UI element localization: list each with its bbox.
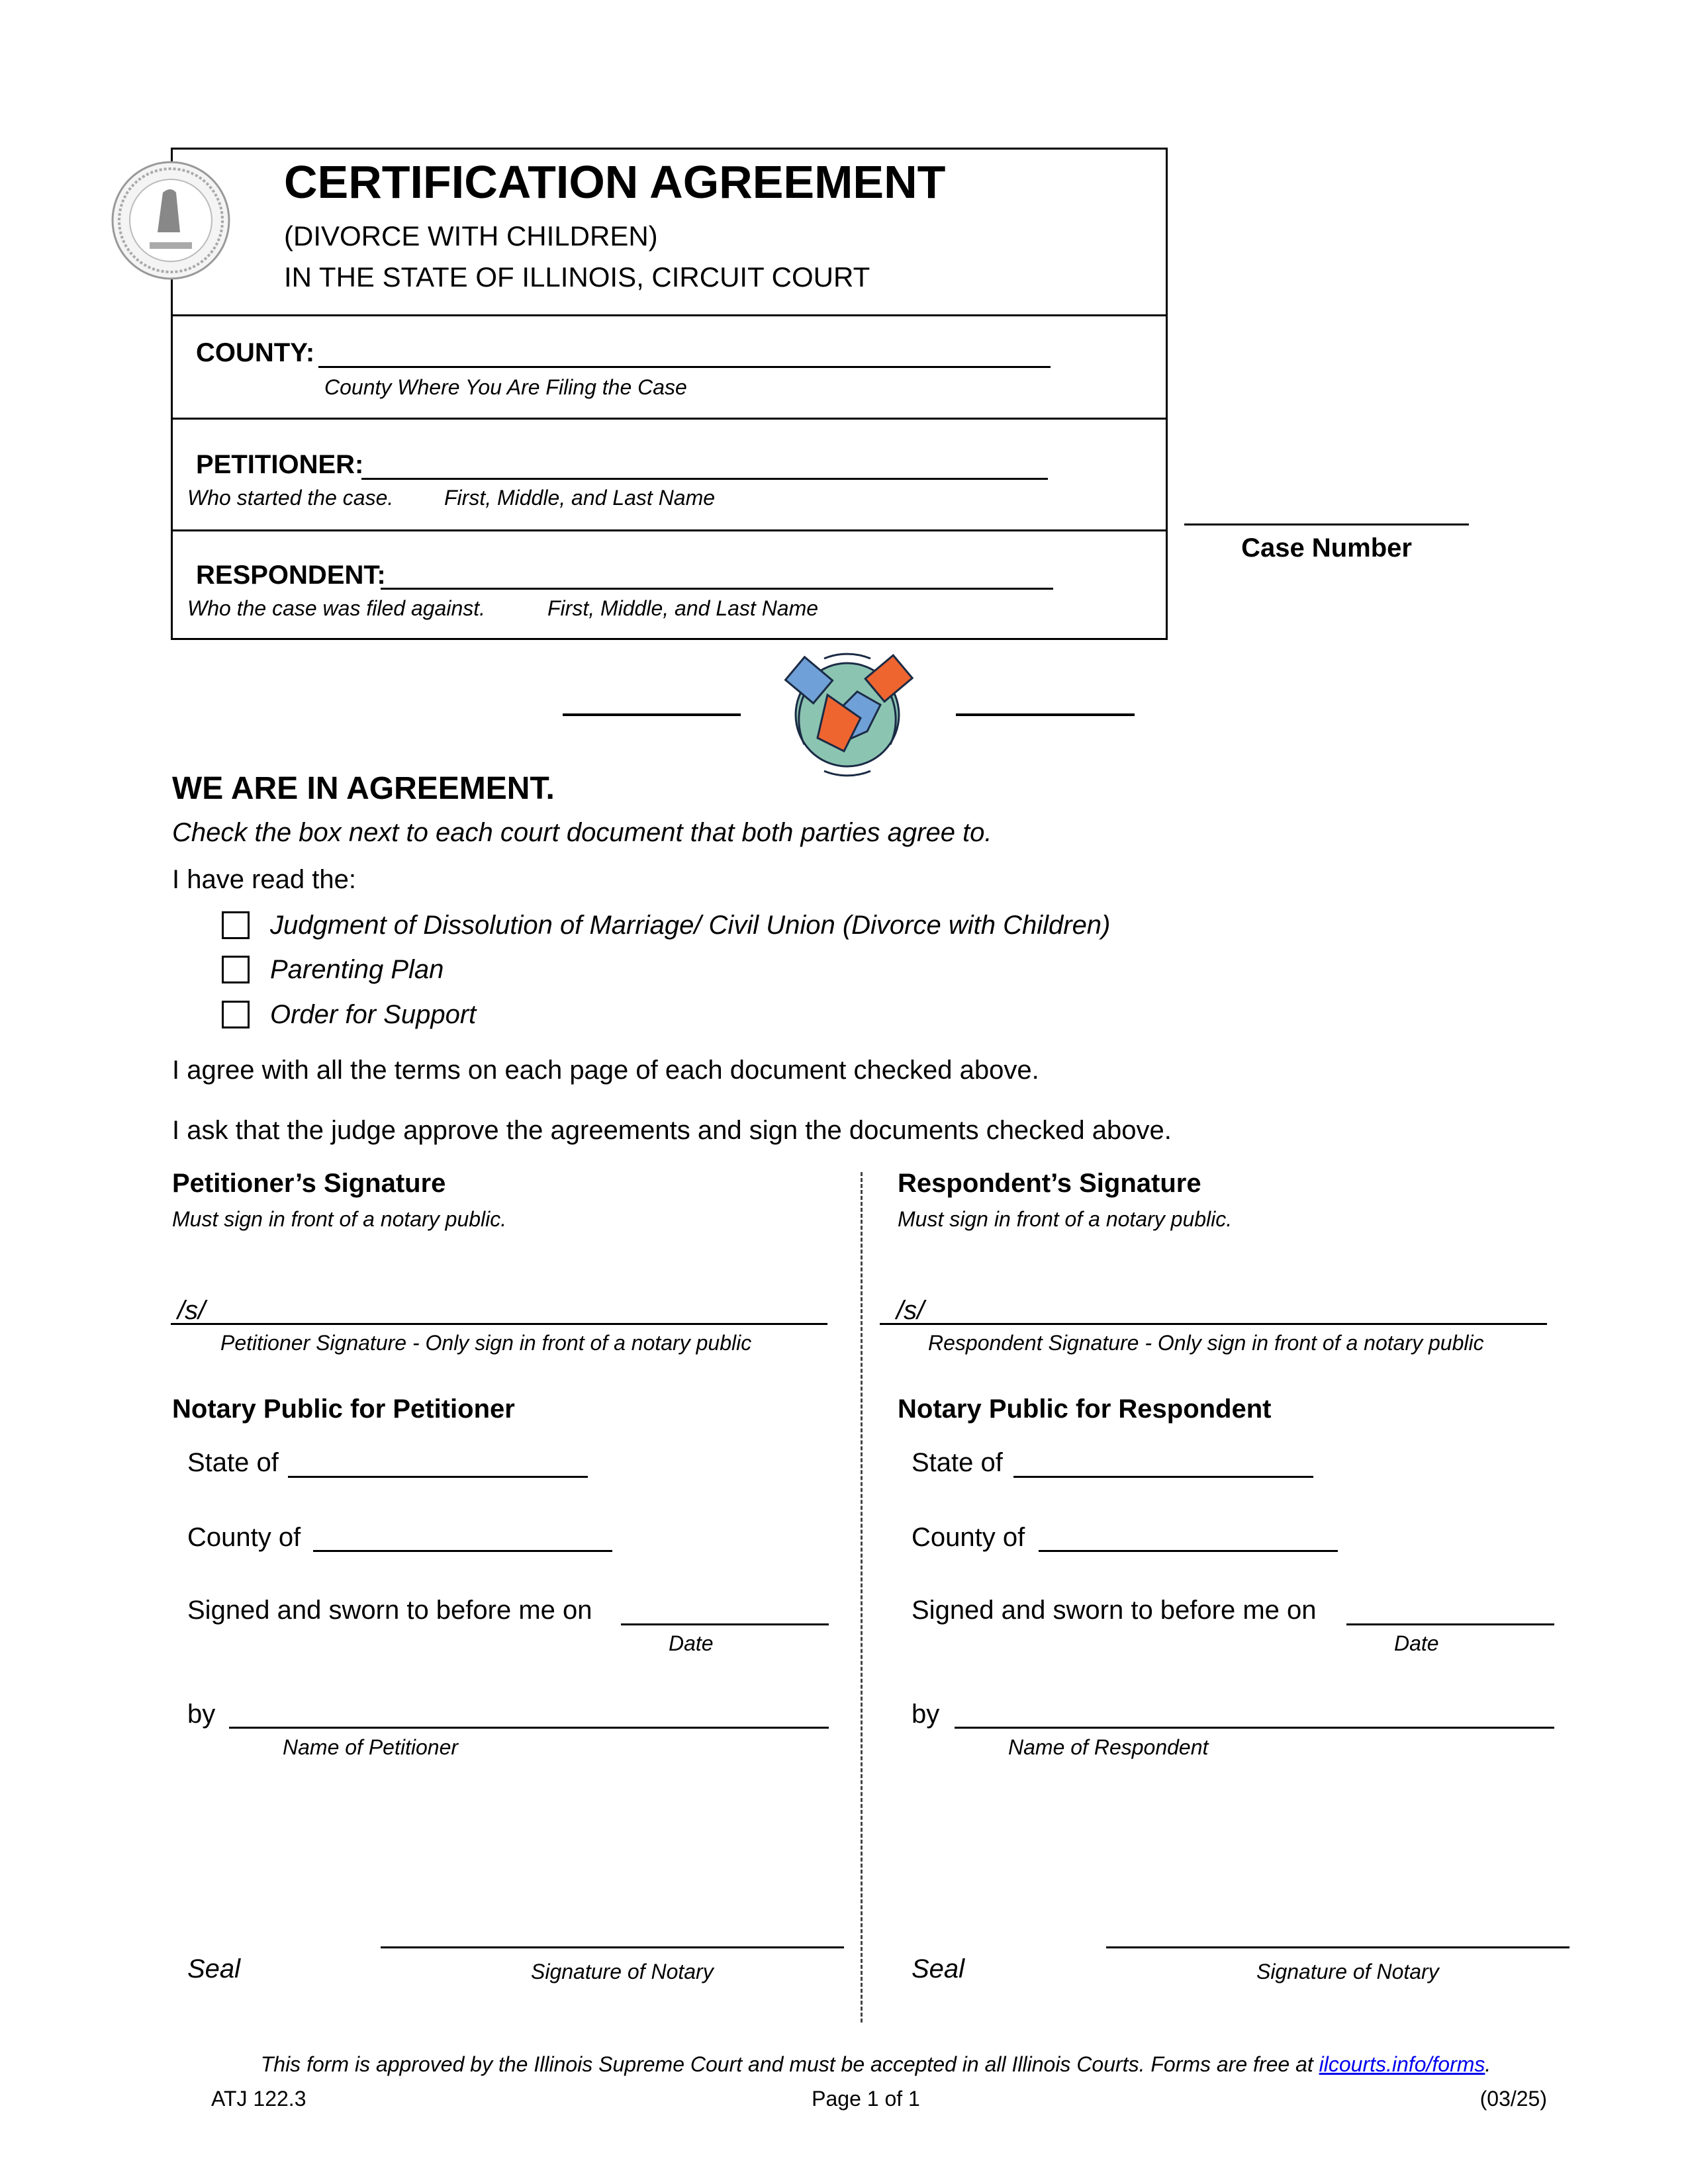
form-title: CERTIFICATION AGREEMENT	[284, 156, 946, 208]
respondent-signature-field[interactable]	[880, 1323, 1547, 1325]
petitioner-date-hint: Date	[669, 1631, 714, 1655]
petitioner-name-notary-field[interactable]	[229, 1727, 829, 1729]
petitioner-county-label: County of	[187, 1523, 301, 1552]
case-number-field[interactable]	[1184, 523, 1469, 525]
agree-text: I agree with all the terms on each page of each document checked above.	[172, 1056, 1039, 1085]
respondent-sig-prefix: /s/	[896, 1296, 925, 1325]
handshake-icon	[778, 645, 917, 778]
case-number-label: Case Number	[1241, 533, 1412, 563]
respondent-sig-hint: Respondent Signature - Only sign in front of a notary public	[928, 1331, 1484, 1355]
order-for-support-label: Order for Support	[270, 1000, 477, 1029]
agreement-instruction: Check the box next to each court document that both parties agree to.	[172, 818, 992, 847]
petitioner-signature-heading: Petitioner’s Signature	[172, 1169, 446, 1198]
respondent-date-field[interactable]	[1346, 1623, 1554, 1625]
respondent-by-label: by	[912, 1700, 940, 1729]
respondent-county-field[interactable]	[1039, 1550, 1338, 1552]
petitioner-name-hint: First, Middle, and Last Name	[444, 486, 716, 510]
respondent-name-notary-field[interactable]	[955, 1727, 1554, 1729]
respondent-notary-heading: Notary Public for Respondent	[898, 1394, 1272, 1424]
respondent-seal-label: Seal	[912, 1954, 965, 1983]
petitioner-date-field[interactable]	[621, 1623, 829, 1625]
ask-text: I ask that the judge approve the agreements and sign the documents checked above.	[172, 1116, 1172, 1145]
petitioner-state-field[interactable]	[288, 1476, 588, 1478]
parenting-plan-checkbox[interactable]	[222, 956, 250, 983]
approval-text: This form is approved by the Illinois Supreme Court and must be accepted in all Illinois Courts. Forms are free at	[260, 2052, 1319, 2076]
judgment-label: Judgment of Dissolution of Marriage/ Civil Union (Divorce with Children)	[270, 911, 1111, 940]
parenting-plan-label: Parenting Plan	[270, 955, 444, 984]
petitioner-label: PETITIONER:	[196, 450, 364, 479]
forms-link[interactable]: ilcourts.info/forms	[1319, 2052, 1485, 2076]
respondent-state-field[interactable]	[1013, 1476, 1313, 1478]
petitioner-sworn-label: Signed and sworn to before me on	[187, 1596, 592, 1625]
county-label: COUNTY:	[196, 338, 315, 367]
petitioner-notary-signature-field[interactable]	[381, 1946, 844, 1948]
column-divider	[861, 1172, 863, 2023]
form-subtitle: (DIVORCE WITH CHILDREN)	[284, 220, 658, 251]
petitioner-signature-field[interactable]	[171, 1323, 827, 1325]
petitioner-sig-prefix: /s/	[177, 1296, 206, 1325]
form-id: ATJ 122.3	[211, 2087, 306, 2111]
caption-divider	[171, 529, 1168, 531]
respondent-name-hint: First, Middle, and Last Name	[547, 596, 819, 620]
respondent-note: Must sign in front of a notary public.	[898, 1207, 1233, 1231]
respondent-hint: Who the case was filed against.	[187, 596, 486, 620]
form-version: (03/25)	[1479, 2087, 1547, 2111]
supreme-court-seal-icon	[110, 159, 232, 281]
petitioner-notary-heading: Notary Public for Petitioner	[172, 1394, 515, 1424]
order-for-support-checkbox[interactable]	[222, 1001, 250, 1028]
petitioner-seal-label: Seal	[187, 1954, 241, 1983]
petitioner-by-label: by	[187, 1700, 216, 1729]
respondent-county-label: County of	[912, 1523, 1025, 1552]
decorative-line	[563, 713, 741, 716]
judgment-checkbox[interactable]	[222, 911, 250, 939]
petitioner-name-field[interactable]	[361, 478, 1048, 480]
respondent-name-field[interactable]	[381, 588, 1053, 590]
page-number: Page 1 of 1	[812, 2087, 920, 2111]
decorative-line	[956, 713, 1135, 716]
approval-period: .	[1485, 2052, 1491, 2076]
petitioner-county-field[interactable]	[313, 1550, 612, 1552]
petitioner-state-label: State of	[187, 1448, 279, 1477]
caption-divider	[171, 314, 1168, 316]
petitioner-notary-sig-hint: Signature of Notary	[531, 1960, 714, 1983]
respondent-state-label: State of	[912, 1448, 1003, 1477]
respondent-signature-heading: Respondent’s Signature	[898, 1169, 1201, 1198]
respondent-date-hint: Date	[1394, 1631, 1439, 1655]
petitioner-name-hint: Name of Petitioner	[283, 1735, 459, 1759]
petitioner-hint: Who started the case.	[187, 486, 394, 510]
caption-divider	[171, 418, 1168, 420]
agreement-heading: WE ARE IN AGREEMENT.	[172, 771, 555, 806]
petitioner-sig-hint: Petitioner Signature - Only sign in front of a notary public	[220, 1331, 752, 1355]
respondent-notary-sig-hint: Signature of Notary	[1256, 1960, 1439, 1983]
respondent-sworn-label: Signed and sworn to before me on	[912, 1596, 1317, 1625]
county-field[interactable]	[318, 366, 1051, 368]
court-name: IN THE STATE OF ILLINOIS, CIRCUIT COURT	[284, 261, 870, 293]
county-hint: County Where You Are Filing the Case	[324, 375, 687, 399]
respondent-notary-signature-field[interactable]	[1106, 1946, 1570, 1948]
respondent-name-hint: Name of Respondent	[1008, 1735, 1209, 1759]
read-label: I have read the:	[172, 865, 356, 894]
respondent-label: RESPONDENT:	[196, 561, 386, 590]
petitioner-note: Must sign in front of a notary public.	[172, 1207, 507, 1231]
approval-note	[0, 2054, 1688, 2075]
